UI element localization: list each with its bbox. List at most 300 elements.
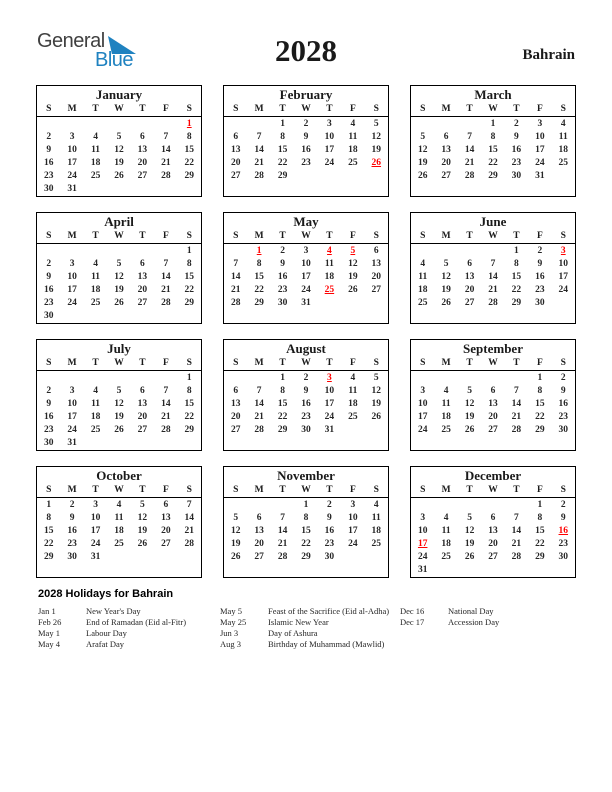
empty-cell <box>341 564 364 577</box>
empty-cell <box>271 499 294 512</box>
date-cell: 25 <box>90 298 101 308</box>
weekday-label: S <box>373 231 379 241</box>
date-cell: 28 <box>230 298 241 308</box>
date-cell: 11 <box>324 259 334 269</box>
date-cell: 18 <box>417 285 428 295</box>
empty-cell <box>365 183 388 196</box>
date-cell: 17 <box>417 539 428 549</box>
weekday-label: T <box>326 104 333 114</box>
holidays-column <box>38 606 220 650</box>
date-cell: 31 <box>324 425 335 435</box>
weekday-label: M <box>441 231 451 241</box>
empty-cell <box>84 245 107 258</box>
weekday-label: M <box>254 485 264 495</box>
date-cell: 26 <box>464 425 475 435</box>
date-cell: 2 <box>46 132 52 142</box>
date-cell: 24 <box>558 285 569 295</box>
date-cell: 26 <box>114 171 124 181</box>
date-cell: 20 <box>371 272 382 282</box>
empty-cell <box>224 310 247 323</box>
date-cell: 15 <box>184 145 195 155</box>
date-cell: 8 <box>186 259 192 269</box>
empty-cell <box>224 372 247 385</box>
empty-cell <box>60 245 83 258</box>
empty-cell <box>318 437 341 450</box>
weekday-label: S <box>233 485 239 495</box>
date-cell: 11 <box>114 513 124 523</box>
dates-grid <box>411 244 575 323</box>
date-cell: 13 <box>137 399 148 409</box>
date-cell: 17 <box>301 272 311 282</box>
date-cell: 1 <box>186 373 192 383</box>
empty-cell <box>458 245 481 258</box>
date-cell: 9 <box>46 145 52 155</box>
weekday-header-row <box>37 103 201 117</box>
weekday-label: M <box>441 358 451 368</box>
date-cell: 24 <box>535 158 545 168</box>
date-cell: 3 <box>537 119 543 129</box>
date-cell: 27 <box>161 539 171 549</box>
empty-cell <box>552 564 575 577</box>
empty-cell <box>131 564 154 577</box>
month-title: January <box>95 87 143 102</box>
empty-cell <box>37 372 60 385</box>
weekday-label: M <box>67 358 77 368</box>
date-cell: 13 <box>441 145 451 155</box>
date-cell: 22 <box>184 412 195 422</box>
date-cell: 13 <box>230 145 241 155</box>
date-cell: 26 <box>137 539 148 549</box>
holiday-name: Arafat Day <box>86 639 124 649</box>
date-cell: 28 <box>184 539 195 549</box>
date-cell: 14 <box>511 526 522 536</box>
date-cell: 12 <box>371 132 382 142</box>
empty-cell <box>505 310 528 323</box>
date-cell: 1 <box>280 373 285 383</box>
empty-cell <box>131 118 154 131</box>
date-cell: 15 <box>184 399 195 409</box>
empty-cell <box>318 564 341 577</box>
empty-cell <box>528 183 551 196</box>
empty-cell <box>341 310 364 323</box>
empty-cell <box>365 551 388 564</box>
holidays-column <box>400 606 578 628</box>
weekday-label: T <box>92 104 99 114</box>
weekday-label: F <box>536 485 543 495</box>
date-cell: 19 <box>137 526 148 536</box>
date-cell: 10 <box>301 259 311 269</box>
weekday-label: S <box>560 358 566 368</box>
date-cell: 2 <box>280 246 285 256</box>
holiday-name: End of Ramadan (Eid al-Fitr) <box>86 617 187 627</box>
date-cell: 13 <box>488 526 498 536</box>
empty-cell <box>411 118 434 131</box>
date-cell: 10 <box>67 145 77 155</box>
date-cell: 5 <box>233 513 239 523</box>
date-cell: 9 <box>46 272 52 282</box>
date-cell: 10 <box>324 386 335 396</box>
date-cell: 30 <box>43 438 54 448</box>
date-cell: 2 <box>46 259 52 269</box>
date-cell: 23 <box>43 171 54 181</box>
date-cell: 10 <box>558 259 569 269</box>
weekday-label: W <box>301 104 311 114</box>
dates-grid <box>224 244 388 323</box>
empty-cell <box>528 310 551 323</box>
date-cell: 16 <box>43 412 54 422</box>
empty-cell <box>505 372 528 385</box>
date-cell: 1 <box>280 119 285 129</box>
date-cell: 12 <box>137 513 148 523</box>
date-cell: 19 <box>348 272 358 282</box>
month-title: August <box>286 341 326 356</box>
weekday-label: M <box>254 231 264 241</box>
empty-cell <box>411 245 434 258</box>
empty-cell <box>365 170 388 183</box>
date-cell: 3 <box>350 500 356 510</box>
date-cell: 26 <box>114 425 124 435</box>
date-cell: 15 <box>277 399 288 409</box>
weekday-label: W <box>488 358 498 368</box>
date-cell: 5 <box>467 386 472 396</box>
date-cell: 22 <box>277 412 288 422</box>
empty-cell <box>131 437 154 450</box>
date-cell: 7 <box>256 386 262 396</box>
empty-cell <box>505 564 528 577</box>
date-cell: 7 <box>186 500 192 510</box>
date-cell: 29 <box>535 425 545 435</box>
weekday-header-row <box>224 357 388 371</box>
date-cell: 9 <box>560 513 566 523</box>
weekday-label: T <box>279 231 286 241</box>
date-cell: 19 <box>114 412 124 422</box>
weekday-header-row <box>37 230 201 244</box>
weekday-label: W <box>488 231 498 241</box>
holiday-date: May 5 <box>220 606 242 616</box>
date-cell: 9 <box>280 259 285 269</box>
date-cell: 14 <box>254 399 264 409</box>
date-cell: 3 <box>560 246 566 256</box>
date-cell: 9 <box>514 132 519 142</box>
date-cell: 8 <box>303 513 309 523</box>
date-cell: 15 <box>488 145 498 155</box>
date-cell: 13 <box>161 513 171 523</box>
empty-cell <box>224 499 247 512</box>
date-cell: 6 <box>490 513 496 523</box>
date-cell: 31 <box>301 298 311 308</box>
empty-cell <box>411 437 434 450</box>
date-cell: 11 <box>348 132 358 142</box>
date-cell: 20 <box>441 158 451 168</box>
date-cell: 23 <box>43 425 54 435</box>
date-cell: 28 <box>464 171 475 181</box>
month-title: November <box>277 468 335 483</box>
empty-cell <box>107 183 130 196</box>
date-cell: 6 <box>443 132 449 142</box>
date-cell: 10 <box>324 132 335 142</box>
holidays-heading: 2028 Holidays for Bahrain <box>38 588 174 600</box>
empty-cell <box>154 118 177 131</box>
empty-cell <box>458 564 481 577</box>
date-cell: 30 <box>43 311 54 321</box>
weekday-label: S <box>420 485 426 495</box>
empty-cell <box>365 310 388 323</box>
empty-cell <box>411 499 434 512</box>
date-cell: 8 <box>514 259 519 269</box>
date-cell: 7 <box>514 513 519 523</box>
date-cell: 5 <box>140 500 145 510</box>
date-cell: 26 <box>371 412 382 422</box>
date-cell: 22 <box>535 539 545 549</box>
empty-cell <box>107 551 130 564</box>
date-cell: 27 <box>371 285 382 295</box>
date-cell: 13 <box>137 272 148 282</box>
date-cell: 24 <box>417 552 428 562</box>
holiday-name: New Year's Day <box>86 606 141 616</box>
date-cell: 2 <box>46 386 52 396</box>
weekday-header-row <box>224 103 388 117</box>
weekday-label: F <box>162 485 169 495</box>
empty-cell <box>294 183 317 196</box>
dates-grid <box>411 371 575 450</box>
date-cell: 13 <box>254 526 264 536</box>
weekday-label: W <box>114 104 124 114</box>
date-cell: 31 <box>535 171 545 181</box>
date-cell: 20 <box>488 539 498 549</box>
date-cell: 4 <box>327 246 332 256</box>
holiday-date: Jan 1 <box>38 606 56 616</box>
holiday-name: Birthday of Muhammad (Mawlid) <box>268 639 385 649</box>
dates-grid <box>224 498 388 577</box>
month-title: October <box>96 468 142 483</box>
date-cell: 30 <box>511 171 522 181</box>
weekday-label: S <box>420 104 426 114</box>
logo-word-blue: Blue <box>95 49 134 71</box>
date-cell: 17 <box>90 526 101 536</box>
date-cell: 3 <box>327 119 332 129</box>
empty-cell <box>60 372 83 385</box>
date-cell: 29 <box>184 425 195 435</box>
month-calendar-march <box>410 85 576 197</box>
country-label: Bahrain <box>522 47 575 63</box>
date-cell: 13 <box>464 272 475 282</box>
holiday-date: May 1 <box>38 628 60 638</box>
date-cell: 8 <box>490 132 496 142</box>
date-cell: 29 <box>184 171 195 181</box>
date-cell: 10 <box>348 513 358 523</box>
month-title: February <box>279 87 333 102</box>
holiday-date: Aug 3 <box>220 639 242 649</box>
date-cell: 4 <box>350 373 356 383</box>
date-cell: 1 <box>186 246 192 256</box>
date-cell: 29 <box>488 171 498 181</box>
date-cell: 11 <box>91 145 101 155</box>
date-cell: 20 <box>137 412 148 422</box>
date-cell: 25 <box>441 425 451 435</box>
date-cell: 27 <box>488 425 498 435</box>
date-cell: 1 <box>514 246 519 256</box>
dates-grid <box>37 371 201 450</box>
date-cell: 27 <box>230 425 241 435</box>
date-cell: 19 <box>114 158 124 168</box>
month-title: July <box>107 341 131 356</box>
date-cell: 7 <box>467 132 472 142</box>
weekday-label: T <box>279 104 286 114</box>
dates-grid <box>224 117 388 196</box>
date-cell: 30 <box>67 552 77 562</box>
empty-cell <box>107 245 130 258</box>
weekday-label: S <box>46 231 52 241</box>
empty-cell <box>84 564 107 577</box>
date-cell: 29 <box>277 171 288 181</box>
weekday-label: T <box>466 104 473 114</box>
date-cell: 25 <box>417 298 428 308</box>
date-cell: 23 <box>301 158 311 168</box>
date-cell: 13 <box>230 399 241 409</box>
weekday-label: T <box>279 358 286 368</box>
date-cell: 18 <box>90 158 101 168</box>
weekday-label: F <box>349 231 356 241</box>
weekday-header-row <box>224 484 388 498</box>
empty-cell <box>271 183 294 196</box>
empty-cell <box>434 183 457 196</box>
month-title: December <box>464 468 522 483</box>
date-cell: 3 <box>93 500 98 510</box>
date-cell: 23 <box>324 539 335 549</box>
date-cell: 9 <box>303 132 309 142</box>
holidays-column <box>220 606 400 650</box>
date-cell: 9 <box>303 386 309 396</box>
date-cell: 13 <box>488 399 498 409</box>
date-cell: 6 <box>140 132 145 142</box>
date-cell: 8 <box>537 386 543 396</box>
weekday-label: T <box>326 485 333 495</box>
empty-cell <box>154 183 177 196</box>
empty-cell <box>107 437 130 450</box>
date-cell: 19 <box>230 539 241 549</box>
date-cell: 20 <box>137 285 148 295</box>
date-cell: 26 <box>371 158 382 168</box>
date-cell: 25 <box>348 412 358 422</box>
date-cell: 12 <box>114 145 124 155</box>
weekday-label: S <box>560 485 566 495</box>
date-cell: 15 <box>254 272 264 282</box>
weekday-label: F <box>536 358 543 368</box>
date-cell: 31 <box>67 438 77 448</box>
date-cell: 26 <box>230 552 241 562</box>
weekday-label: T <box>513 231 520 241</box>
weekday-label: S <box>373 104 379 114</box>
date-cell: 22 <box>535 412 545 422</box>
date-cell: 2 <box>537 246 543 256</box>
weekday-label: S <box>373 358 379 368</box>
weekday-header-row <box>411 484 575 498</box>
date-cell: 23 <box>277 285 288 295</box>
date-cell: 9 <box>560 386 566 396</box>
empty-cell <box>341 170 364 183</box>
empty-cell <box>318 310 341 323</box>
month-calendar-september <box>410 339 576 451</box>
date-cell: 28 <box>161 298 171 308</box>
empty-cell <box>341 437 364 450</box>
date-cell: 21 <box>254 412 264 422</box>
empty-cell <box>107 564 130 577</box>
holiday-date: Dec 16 <box>400 606 425 616</box>
weekday-label: S <box>46 358 52 368</box>
weekday-label: T <box>466 485 473 495</box>
date-cell: 26 <box>348 285 358 295</box>
date-cell: 22 <box>511 285 522 295</box>
month-title: May <box>293 214 319 229</box>
weekday-label: W <box>114 358 124 368</box>
date-cell: 25 <box>558 158 569 168</box>
weekday-label: S <box>46 104 52 114</box>
date-cell: 29 <box>301 552 311 562</box>
weekday-label: T <box>279 485 286 495</box>
date-cell: 25 <box>441 552 451 562</box>
empty-cell <box>294 170 317 183</box>
date-cell: 31 <box>417 565 428 575</box>
date-cell: 28 <box>254 171 264 181</box>
month-title: April <box>104 214 134 229</box>
date-cell: 22 <box>184 285 195 295</box>
date-cell: 22 <box>488 158 498 168</box>
date-cell: 16 <box>277 272 288 282</box>
date-cell: 31 <box>90 552 101 562</box>
weekday-label: T <box>92 485 99 495</box>
date-cell: 26 <box>464 552 475 562</box>
empty-cell <box>178 551 201 564</box>
empty-cell <box>37 245 60 258</box>
weekday-label: W <box>114 231 124 241</box>
date-cell: 29 <box>511 298 522 308</box>
date-cell: 24 <box>67 425 77 435</box>
date-cell: 14 <box>230 272 241 282</box>
weekday-label: F <box>349 104 356 114</box>
empty-cell <box>224 245 247 258</box>
date-cell: 10 <box>67 399 77 409</box>
weekday-header-row <box>37 357 201 371</box>
date-cell: 17 <box>67 285 77 295</box>
holiday-name: Day of Ashura <box>268 628 318 638</box>
date-cell: 10 <box>417 526 428 536</box>
date-cell: 8 <box>186 386 192 396</box>
date-cell: 10 <box>417 399 428 409</box>
dates-grid <box>411 117 575 196</box>
date-cell: 8 <box>256 259 262 269</box>
weekday-header-row <box>411 103 575 117</box>
empty-cell <box>411 372 434 385</box>
empty-cell <box>434 310 457 323</box>
date-cell: 20 <box>161 526 171 536</box>
empty-cell <box>37 564 60 577</box>
date-cell: 17 <box>558 272 569 282</box>
date-cell: 6 <box>140 259 145 269</box>
holiday-name: Feast of the Sacrifice (Eid al-Adha) <box>268 606 390 616</box>
empty-cell <box>434 245 457 258</box>
date-cell: 15 <box>511 272 522 282</box>
holiday-entry <box>220 639 400 650</box>
weekday-label: M <box>67 485 77 495</box>
empty-cell <box>131 245 154 258</box>
holiday-name: Accession Day <box>448 617 500 627</box>
weekday-header-row <box>37 484 201 498</box>
weekday-label: M <box>67 231 77 241</box>
holiday-date: Jun 3 <box>220 628 239 638</box>
month-calendar-august <box>223 339 389 451</box>
date-cell: 4 <box>116 500 122 510</box>
date-cell: 6 <box>233 386 239 396</box>
